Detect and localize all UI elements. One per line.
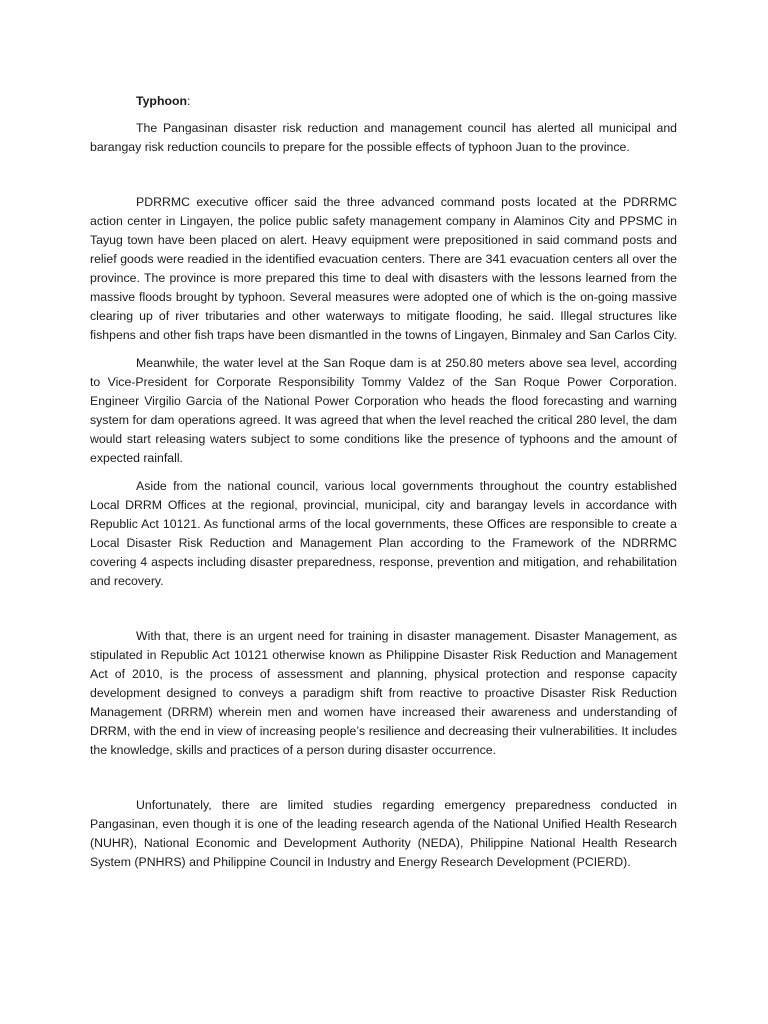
section-heading-title: Typhoon (136, 94, 187, 108)
section-heading (90, 92, 677, 111)
paragraph-san-roque-dam: Meanwhile, the water level at the San Roque dam is at 250.80 meters above sea level, according to Vice-President for Corporate Responsibility Tommy Valdez of the San Roque Power Corporation. Engineer Virgilio Garcia of the National Power Corporation who heads the flood forecasting and warning system for dam operations agreed. It was agreed that when the level reached the critical 280 level, the dam would start releasing waters subject to some conditions like the presence of typhoons and the amount of expected rainfall. (90, 356, 677, 465)
document-body (90, 92, 677, 872)
paragraph-limited-studies: Unfortunately, there are limited studies regarding emergency preparedness conducted in Pangasinan, even though it is one of the leading research agenda of the National Unified Health Research (NUHR), National Economic and Development Authority (NEDA), Philippine National Health Research System (PNHRS) and Philippine Council in Industry and Energy Research Development (PCIERD). (90, 798, 677, 869)
paragraph-disaster-management: With that, there is an urgent need for training in disaster management. Disaster Management, as stipulated in Republic Act 10121 otherwise known as Philippine Disaster Risk Reduction and Management Act of 2010, is the process of assessment and planning, physical protection and response capacity development designed to conveys a paradigm shift from reactive to proactive Disaster Risk Reduction Management (DRRM) wherein men and women have increased their awareness and understanding of DRRM, with the end in view of increasing people’s resilience and decreasing their vulnerabilities. It includes the knowledge, skills and practices of a person during disaster occurrence. (90, 629, 677, 757)
paragraph-command-posts: PDRRMC executive officer said the three advanced command posts located at the PDRRMC action center in Lingayen, the police public safety management company in Alaminos City and PPSMC in Tayug town have been placed on alert. Heavy equipment were prepositioned in said command posts and relief goods were readied in the identified evacuation centers. There are 341 evacuation centers all over the province. The province is more prepared this time to deal with disasters with the lessons learned from the massive floods brought by typhoon. Several measures were adopted one of which is the on-going massive clearing up of river tributaries and other waterways to mitigate flooding, he said. Illegal structures like fishpens and other fish traps have been dismantled in the towns of Lingayen, Binmaley and San Carlos City. (90, 195, 677, 342)
paragraph-local-drrm-offices: Aside from the national council, various local governments throughout the country established Local DRRM Offices at the regional, provincial, municipal, city and barangay levels in accordance with Republic Act 10121. As functional arms of the local governments, these Offices are responsible to create a Local Disaster Risk Reduction and Management Plan according to the Framework of the NDRRMC covering 4 aspects including disaster preparedness, response, prevention and mitigation, and rehabilitation and recovery. (90, 479, 677, 588)
paragraph-council-alert: The Pangasinan disaster risk reduction and management council has alerted all municipal and barangay risk reduction councils to prepare for the possible effects of typhoon Juan to the province. (90, 121, 677, 154)
section-heading-colon: : (187, 94, 191, 108)
